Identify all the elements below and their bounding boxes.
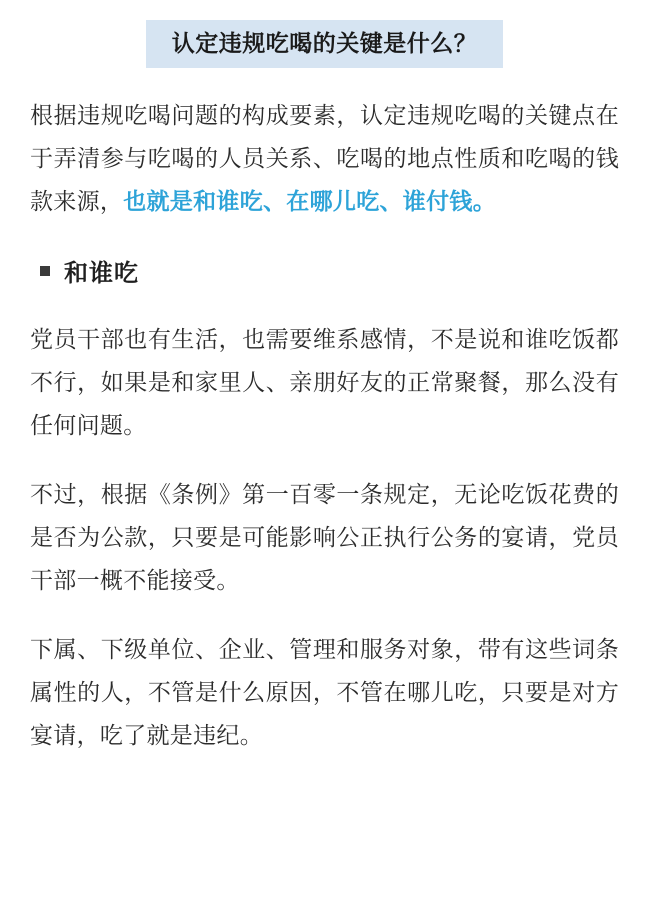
page-title: 认定违规吃喝的关键是什么？ (146, 20, 504, 68)
paragraph-4 (30, 628, 619, 757)
paragraph-4-lead: 下属、下级单位、企业、管理和服务对象，带有这些词条属性的人，不管是什么原因，不管在哪儿吃，只要是对方宴请，吃了就是违纪。 (30, 636, 619, 748)
paragraph-3 (30, 473, 619, 602)
paragraph-1-lead: 根据违规吃喝问题的构成要素，认定违规吃喝的关键点在于弄清参与吃喝的人员关系、吃喝的地点性质和吃喝的钱款来源， (30, 102, 619, 214)
section-heading-row (30, 253, 619, 288)
paragraph-3-lead: 不过，根据《条例》第一百零一条规定，无论吃饭花费的是否为公款，只要是可能影响公正执行公务的宴请，党员干部一概不能接受。 (30, 481, 619, 593)
paragraph-2-lead: 党员干部也有生活，也需要维系感情，不是说和谁吃饭都不行，如果是和家里人、亲朋好友的正常聚餐，那么没有任何问题。 (30, 326, 619, 438)
bullet-square-icon (40, 266, 50, 276)
paragraph-2 (30, 318, 619, 447)
paragraph-1 (30, 94, 619, 223)
title-container (30, 0, 619, 82)
paragraph-1-highlight: 也就是和谁吃、在哪儿吃、谁付钱。 (123, 188, 497, 214)
section-heading-label: 和谁吃 (64, 260, 139, 287)
